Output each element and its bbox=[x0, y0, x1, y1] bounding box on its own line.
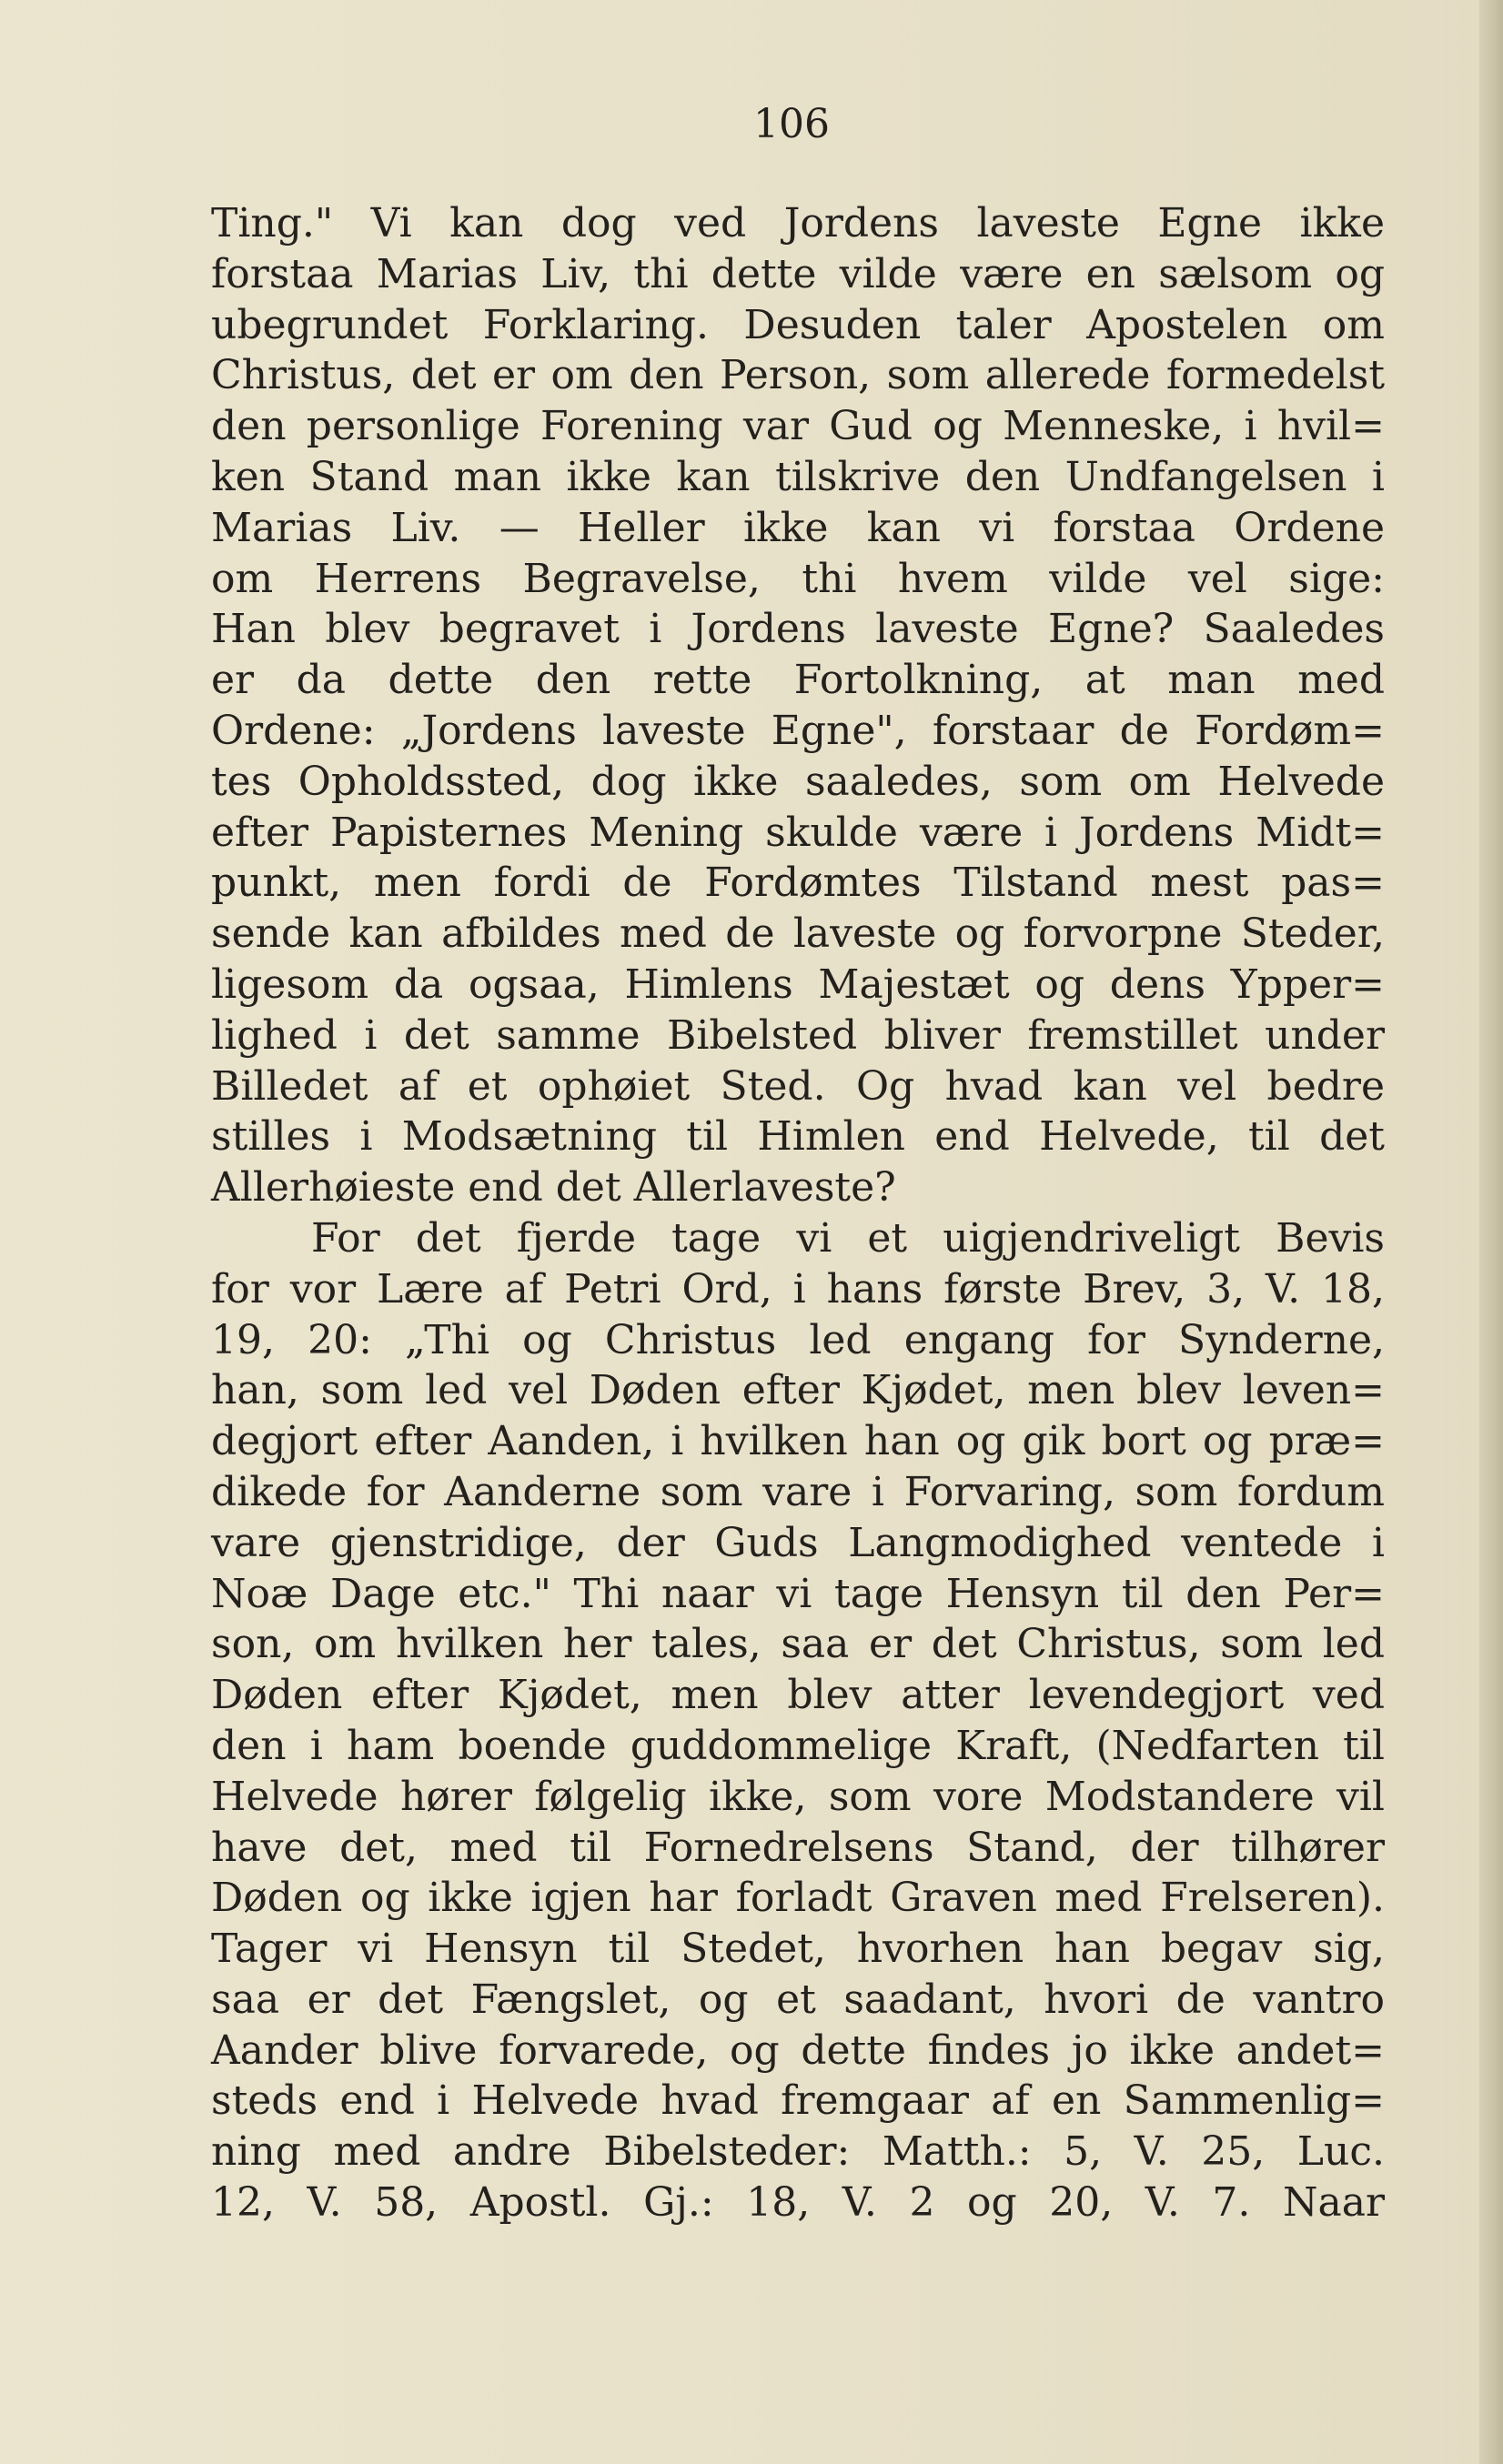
text-line: Tager vi Hensyn til Stedet, hvorhen han begav sig, bbox=[211, 1926, 1385, 1973]
text-line: forstaa Marias Liv, thi dette vilde være en sælsom og bbox=[211, 250, 1385, 297]
text-line: saa er det Fængslet, og et saadant, hvori de vantro bbox=[211, 1976, 1385, 2023]
text-line: son, om hvilken her tales, saa er det Christus, som led bbox=[211, 1621, 1385, 1668]
text-line: Aander blive forvarede, og dette findes jo ikke andet= bbox=[211, 2027, 1385, 2074]
text-line: ken Stand man ikke kan tilskrive den Undfangelsen i bbox=[211, 453, 1385, 500]
text-line: sende kan afbildes med de laveste og forvorpne Steder, bbox=[211, 910, 1385, 958]
text-line: 12, V. 58, Apostl. Gj.: 18, V. 2 og 20, V. 7. Naar bbox=[211, 2179, 1385, 2227]
text-line: han, som led vel Døden efter Kjødet, men blev leven= bbox=[211, 1367, 1385, 1414]
text-line: degjort efter Aanden, i hvilken han og gik bort og præ= bbox=[211, 1418, 1385, 1465]
text-line: for vor Lære af Petri Ord, i hans første Brev, 3, V. 18, bbox=[211, 1265, 1385, 1312]
text-line: den i ham boende guddommelige Kraft, (Nedfarten til bbox=[211, 1722, 1385, 1769]
text-line: vare gjenstridige, der Guds Langmodighed ventede i bbox=[211, 1519, 1385, 1566]
text-line: ubegrundet Forklaring. Desuden taler Apostelen om bbox=[211, 301, 1385, 348]
text-line: For det fjerde tage vi et uigjendriveligt Bevis bbox=[311, 1214, 1385, 1262]
text-line: lighed i det samme Bibelsted bliver fremstillet under bbox=[211, 1011, 1385, 1059]
text-line: ning med andre Bibelsteder: Matth.: 5, V. 25, Luc. bbox=[211, 2128, 1385, 2176]
text-line: efter Papisternes Mening skulde være i Jordens Midt= bbox=[211, 809, 1385, 856]
text-line: 19, 20: „Thi og Christus led engang for Synderne, bbox=[211, 1316, 1385, 1363]
page-edge-shadow bbox=[1479, 0, 1503, 2464]
text-line: Han blev begravet i Jordens laveste Egne? Saaledes bbox=[211, 606, 1385, 653]
text-line: punkt, men fordi de Fordømtes Tilstand mest pas= bbox=[211, 860, 1385, 907]
text-line: ligesom da ogsaa, Himlens Majestæt og dens Ypper= bbox=[211, 960, 1385, 1008]
page-number: 106 bbox=[753, 101, 830, 147]
text-line: er da dette den rette Fortolkning, at man med bbox=[211, 657, 1385, 704]
text-line: Noæ Dage etc." Thi naar vi tage Hensyn til den Per= bbox=[211, 1570, 1385, 1617]
text-line: Døden efter Kjødet, men blev atter levendegjort ved bbox=[211, 1672, 1385, 1719]
text-line: Billedet af et ophøiet Sted. Og hvad kan vel bedre bbox=[211, 1062, 1385, 1110]
text-line: Christus, det er om den Person, som allerede formedelst bbox=[211, 352, 1385, 399]
text-line: stilles i Modsætning til Himlen end Helvede, til det bbox=[211, 1113, 1385, 1161]
text-line: Helvede hører følgelig ikke, som vore Modstandere vil bbox=[211, 1773, 1385, 1820]
text-line: steds end i Helvede hvad fremgaar af en Sammenlig= bbox=[211, 2077, 1385, 2125]
text-line: have det, med til Fornedrelsens Stand, der tilhører bbox=[211, 1824, 1385, 1871]
text-line: Allerhøieste end det Allerlaveste? bbox=[211, 1164, 896, 1212]
text-line: den personlige Forening var Gud og Menneske, i hvil= bbox=[211, 403, 1385, 450]
text-line: Ordene: „Jordens laveste Egne", forstaar de Fordøm= bbox=[211, 707, 1385, 754]
text-line: om Herrens Begravelse, thi hvem vilde vel sige: bbox=[211, 555, 1385, 602]
text-line: dikede for Aanderne som vare i Forvaring, som fordum bbox=[211, 1468, 1385, 1515]
text-line: Marias Liv. — Heller ikke kan vi forstaa Ordene bbox=[211, 504, 1385, 551]
text-line: Døden og ikke igjen har forladt Graven med Frelseren). bbox=[211, 1875, 1385, 1922]
text-line: Ting." Vi kan dog ved Jordens laveste Egne ikke bbox=[211, 200, 1385, 246]
body-text bbox=[211, 198, 1385, 2228]
text-line: tes Opholdssted, dog ikke saaledes, som om Helvede bbox=[211, 758, 1385, 805]
